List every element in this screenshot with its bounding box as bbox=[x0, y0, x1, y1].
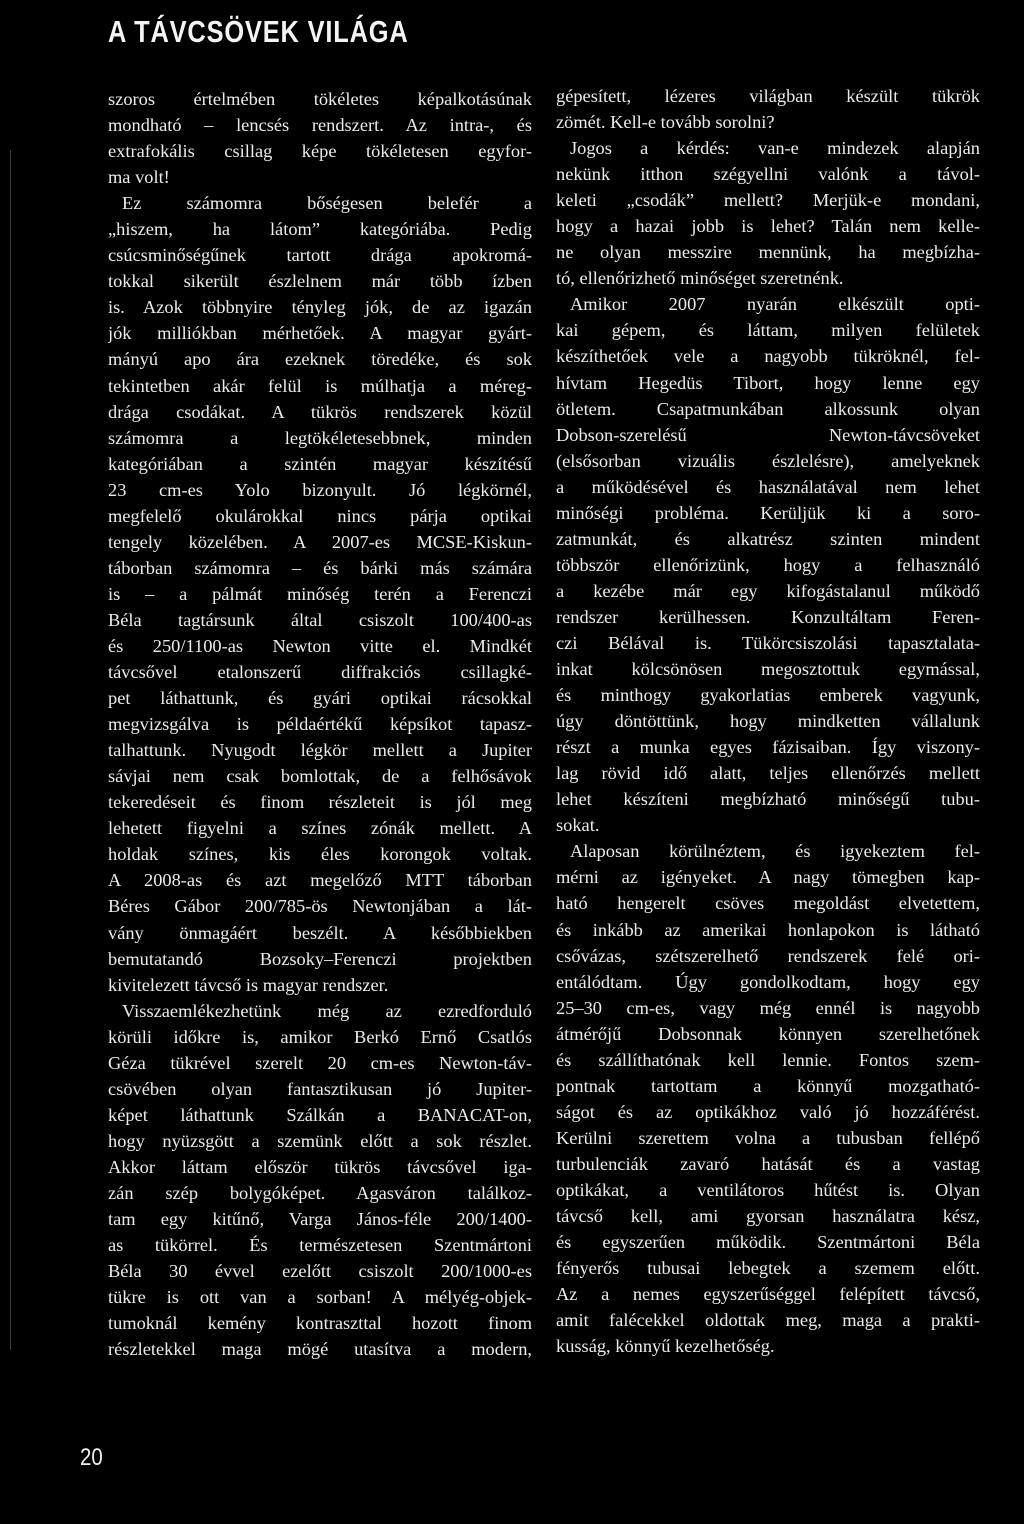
text-line: czi Bélával is. Tükörcsiszolási tapasztalata- bbox=[556, 632, 980, 653]
text-line: csövében olyan fantasztikusan jó Jupiter- bbox=[108, 1078, 532, 1099]
text-line: 25–30 cm-es, vagy még ennél is nagyobb bbox=[556, 997, 980, 1018]
text-column-left bbox=[108, 86, 532, 1362]
text-line: zömét. Kell-e tovább sorolni? bbox=[556, 112, 775, 133]
text-line: körüli időkre is, amikor Berkó Ernő Csatlós bbox=[108, 1026, 532, 1047]
text-line: Béla tagtársunk által csiszolt 100/400-as bbox=[108, 609, 532, 630]
text-line: drága csodákat. A tükrös rendszerek közül bbox=[108, 401, 532, 422]
text-line: a kezébe már egy kifogástalanul működő bbox=[556, 580, 980, 601]
text-line: Az a nemes egyszerűséggel felépített távcső, bbox=[556, 1284, 980, 1305]
text-line: Géza tükrével szerelt 20 cm-es Newton-táv- bbox=[108, 1052, 532, 1073]
text-line: keleti „csodák” mellett? Merjük-e mondani, bbox=[556, 190, 980, 211]
text-line: kivitelezett távcső is magyar rendszer. bbox=[108, 974, 389, 995]
text-line: kategóriában a szintén magyar készítésű bbox=[108, 453, 532, 474]
text-line: (elsősorban vizuális észlelésre), amelyeknek bbox=[556, 450, 980, 471]
text-line: megfelelő okulárokkal nincs párja optikai bbox=[108, 505, 532, 526]
text-line: zán szép bolygóképet. Agasváron találkoz- bbox=[108, 1182, 532, 1203]
text-line: „hiszem, ha látom” kategóriába. Pedig bbox=[108, 219, 532, 240]
text-line: és inkább az amerikai honlapokon is látható bbox=[556, 919, 980, 940]
text-line: bemutatandó Bozsoky–Ferenczi projektben bbox=[108, 948, 532, 969]
text-line: A 2008-as és azt megelőző MTT táborban bbox=[108, 870, 532, 891]
text-line: Alaposan körülnéztem, és igyekeztem fel- bbox=[570, 841, 980, 862]
text-line: jók milliókban mérhetőek. A magyar gyárt- bbox=[108, 323, 532, 344]
text-line: úgy döntöttünk, hogy mindketten vállalunk bbox=[556, 711, 980, 732]
text-line: turbulenciák zavaró hatását és a vastag bbox=[556, 1153, 980, 1174]
text-line: és 250/1100-as Newton vitte el. Mindkét bbox=[108, 635, 532, 656]
text-line: Béla 30 évvel ezelőtt csiszolt 200/1000-es bbox=[108, 1261, 532, 1282]
text-line: tam egy kitűnő, Varga János-féle 200/1400- bbox=[108, 1209, 532, 1230]
text-line: hogy nyüzsgött a szemünk előtt a sok részlet. bbox=[108, 1130, 532, 1151]
text-line: Béres Gábor 200/785-ös Newtonjában a lát- bbox=[108, 896, 532, 917]
text-line: gépesített, lézeres világban készült tükrök bbox=[556, 86, 980, 106]
text-line: Kerülni szerettem volna a tubusban fellépő bbox=[556, 1127, 980, 1148]
text-line: számomra a legtökéletesebbnek, minden bbox=[108, 427, 532, 448]
text-line: távcső kell, ami gyorsan használatra kész, bbox=[556, 1206, 980, 1227]
text-line: minőségi probléma. Kerüljük ki a soro- bbox=[556, 502, 980, 523]
text-line: a működésével és használatával nem lehet bbox=[556, 476, 980, 497]
text-line: hogy a hazai jobb is lehet? Talán nem kelle- bbox=[556, 216, 980, 237]
text-line: ságot és az optikákhoz való jó hozzáférést. bbox=[556, 1101, 980, 1122]
text-line: optikákat, a ventilátoros hűtést is. Olyan bbox=[556, 1179, 980, 1200]
text-line: és egyszerűen működik. Szentmártoni Béla bbox=[556, 1232, 980, 1253]
text-line: átmérőjű Dobsonnak könnyen szerelhetőnek bbox=[556, 1023, 980, 1044]
text-line: ötletem. Csapatmunkában alkossunk olyan bbox=[556, 398, 980, 419]
text-line: tumoknál kemény kontraszttal hozott finom bbox=[108, 1313, 532, 1334]
text-line: tekintetben akár felül is múlhatja a méreg- bbox=[108, 375, 532, 396]
text-line: többször ellenőrizünk, hogy a felhasználó bbox=[556, 554, 980, 575]
margin-scan-line bbox=[10, 150, 11, 1350]
text-line: zatmunkát, és alkatrész szinten mindent bbox=[556, 528, 980, 549]
text-line: ható hengerelt csöves megoldást elvetettem, bbox=[556, 893, 980, 914]
text-line: lehetett figyelni a színes zónák mellett. A bbox=[108, 818, 532, 839]
text-line: táborban számomra – és bárki más számára bbox=[108, 557, 532, 578]
text-line: lehet készíteni megbízható minőségű tubu- bbox=[556, 789, 980, 810]
text-line: is – a pálmát minőség terén a Ferenczi bbox=[108, 583, 532, 604]
text-line: pet láthattunk, és gyári optikai rácsokkal bbox=[108, 688, 532, 709]
text-line: holdak színes, kis éles korongok voltak. bbox=[108, 844, 532, 865]
text-line: is. Azok többnyire tényleg jók, de az igazán bbox=[108, 297, 532, 318]
text-line: Ez számomra bőségesen belefér a bbox=[122, 193, 532, 214]
text-line: tengely közelében. A 2007-es MCSE-Kiskun- bbox=[108, 531, 532, 552]
text-line: hívtam Hegedüs Tibort, hogy lenne egy bbox=[556, 372, 980, 393]
text-line: fényerős tubusai lebegtek a szemem előtt. bbox=[556, 1258, 980, 1279]
text-line: részt a munka egyes fázisaiban. Így viszony- bbox=[556, 737, 980, 758]
text-line: entálódtam. Úgy gondolkodtam, hogy egy bbox=[556, 971, 980, 992]
text-line: tó, ellenőrizhető minőséget szeretnénk. bbox=[556, 268, 844, 289]
text-line: készíthetőek vele a nagyobb tükröknél, fel- bbox=[556, 346, 980, 367]
text-line: Amikor 2007 nyarán elkészült opti- bbox=[570, 294, 980, 315]
text-line: lag rövid idő alatt, teljes ellenőrzés mellett bbox=[556, 763, 980, 784]
text-line: as tükörrel. És természetesen Szentmártoni bbox=[108, 1235, 532, 1256]
text-line: csővázas, szétszerelhető rendszerek felé ori- bbox=[556, 945, 980, 966]
text-column-right bbox=[556, 83, 980, 1359]
text-line: kai gépem, és láttam, milyen felületek bbox=[556, 320, 980, 341]
text-line: ma volt! bbox=[108, 167, 170, 188]
text-line: ne olyan messzire mennünk, ha megbízha- bbox=[556, 242, 980, 263]
text-line: sokat. bbox=[556, 815, 600, 836]
text-line: inkat kölcsönösen megosztottuk egymással, bbox=[556, 659, 980, 680]
text-line: pontnak tartottam a könnyű mozgatható- bbox=[556, 1075, 980, 1096]
text-line: sávjai nem csak bomlottak, de a felhősávok bbox=[108, 766, 532, 787]
text-line: és szállíthatónak kell lennie. Fontos szem- bbox=[556, 1049, 980, 1070]
text-line: mondható – lencsés rendszert. Az intra-, és bbox=[108, 115, 532, 136]
page-number: 20 bbox=[80, 1444, 103, 1471]
text-line: szoros értelmében tökéletes képalkotásúnak bbox=[108, 89, 532, 109]
text-line: tekeredéseit és finom részleteit is jól meg bbox=[108, 792, 532, 813]
text-line: és minthogy gyakorlatias emberek vagyunk, bbox=[556, 685, 980, 706]
text-line: részletekkel maga mögé utasítva a modern, bbox=[108, 1339, 532, 1360]
text-line: talhattunk. Nyugodt légkör mellett a Jupiter bbox=[108, 740, 532, 761]
text-line: Dobson-szerelésű Newton-távcsöveket bbox=[556, 424, 980, 445]
text-line: 23 cm-es Yolo bizonyult. Jó légkörnél, bbox=[108, 479, 532, 500]
text-line: mérni az igényeket. A nagy tömegben kap- bbox=[556, 867, 980, 888]
text-line: mányú apo ára ezeknek töredéke, és sok bbox=[108, 349, 532, 370]
text-line: Akkor láttam először tükrös távcsővel iga- bbox=[108, 1156, 532, 1177]
page-header-title: A TÁVCSÖVEK VILÁGA bbox=[108, 14, 409, 49]
text-line: csúcsminőségűnek tartott drága apokromá- bbox=[108, 245, 532, 266]
text-line: megvizsgálva is példaértékű képsíkot tapasz- bbox=[108, 714, 532, 735]
text-line: Visszaemlékezhetünk még az ezredforduló bbox=[122, 1000, 532, 1021]
text-line: vány önmagáért beszélt. A későbbiekben bbox=[108, 922, 532, 943]
text-line: távcsővel etalonszerű diffrakciós csillagké- bbox=[108, 662, 532, 683]
text-line: kusság, könnyű kezelhetőség. bbox=[556, 1336, 775, 1357]
text-line: rendszer kerülhessen. Konzultáltam Feren- bbox=[556, 606, 980, 627]
text-line: nekünk itthon szégyellni valónk a távol- bbox=[556, 164, 980, 185]
text-line: amit falécekkel oldottak meg, maga a prakti- bbox=[556, 1310, 980, 1331]
text-line: képet láthattunk Szálkán a BANACAT-on, bbox=[108, 1104, 532, 1125]
text-line: extrafokális csillag képe tökéletesen egyfor- bbox=[108, 141, 532, 162]
text-line: Jogos a kérdés: van-e mindezek alapján bbox=[570, 138, 980, 159]
text-line: tükre is ott van a sorban! A mélyég-objek- bbox=[108, 1287, 532, 1308]
text-line: tokkal sikerült észlelnem már több ízben bbox=[108, 271, 532, 292]
